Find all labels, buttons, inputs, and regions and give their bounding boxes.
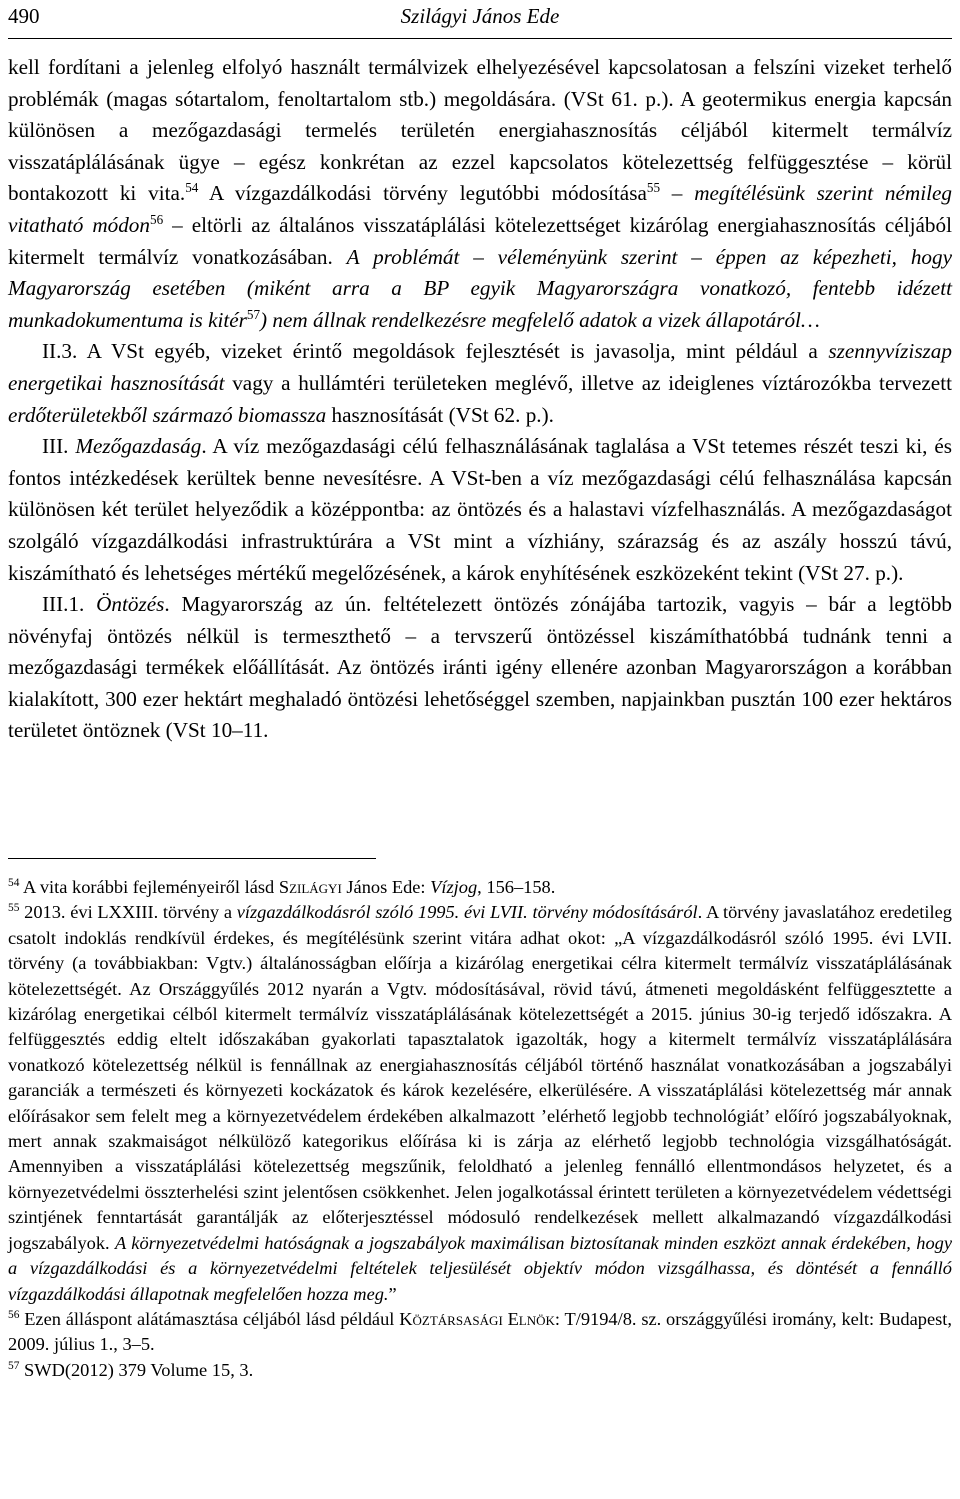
footnote-number: 55 <box>8 902 20 915</box>
text-run: . Magyarország az ún. feltételezett öntözés zónájába tartozik, vagyis – bár a legtöbb növényfaj öntözés nélkül is termeszthető – a tervszerű öntözéssel kiszámíthatóbbá tudnánk tenni a mezőgazdasági termékek előállítását. Az öntözés iránti igény ellenére azonban Magyarországon a korábban kialakított, 300 ezer hektárt meghaladó öntözési lehetőséggel szemben, napjainkban pusztán 100 ezer hektáros területet öntöznek (VSt 10–11. <box>8 592 953 743</box>
footnote-56 <box>8 1307 952 1358</box>
footnote-ref-57[interactable]: 57 <box>246 306 261 322</box>
text-run: hasznosítását (VSt 62. p.). <box>326 402 554 427</box>
text-run: III.1. <box>42 592 97 617</box>
footnote-ref-54[interactable]: 54 <box>185 180 199 196</box>
text-run: : T/9194/8. sz. országgyűlési iromány, kelt: Budapest, 2009. július 1., 3–5. <box>8 1308 952 1355</box>
text-run: , 156–158. <box>477 877 556 897</box>
footnote-number: 57 <box>8 1359 20 1372</box>
paragraph-1 <box>8 52 952 336</box>
paragraph-4 <box>8 589 952 747</box>
italic-run: A problémát – véleményünk szerint – éppen az képezheti, hogy Magyarország esetében (miként arra a BP egyik Magyarországra vonatkozó, fentebb idézett munkadokumentuma is kitér <box>8 244 952 332</box>
footnote-55 <box>8 900 952 1307</box>
author-name: Szilágyi <box>278 877 342 897</box>
text-run: Ezen álláspont alátámasztása céljából lásd például <box>19 1308 400 1329</box>
italic-run: ) nem állnak rendelkezésre megfelelő adatok a vizek állapotáról… <box>260 307 820 332</box>
paragraph-2 <box>8 336 952 431</box>
text-run: – eltörli az általános visszatáplálási kötelezettséget kizárólag energiahasznosítás céljából kitermelt termálvíz vonatkozásában. <box>8 212 952 269</box>
text-run: SWD(2012) 379 Volume 15, 3. <box>19 1359 254 1380</box>
text-run: János Ede: <box>341 877 431 897</box>
footnote-number: 54 <box>8 876 20 889</box>
text-run: . A víz mezőgazdasági célú felhasználásának taglalása a VSt tetemes részét teszi ki, és fontos intézkedések kerültek benne nevesítésre. A VSt-ben a víz mezőgazdasági célú felhasználása kapcsán különösen két terület helyeződik a középpontba: az öntözés és a halastavi vízfelhasználás. A mezőgazdaságot szolgáló vízgazdálkodási infrastruktúrára a VSt mint a vízhiány, szárazság és az aszály hosszú távú, kiszámítható és lehetséges mértékű megelőzésének, a károk enyhítésének eszközeként tekint (VSt 27. p.). <box>8 434 952 585</box>
main-text <box>8 52 952 747</box>
italic-run: A környezetvédelmi hatóságnak a jogszabályok maximálisan biztosítanak minden eszközt annak érdekében, hogy a vízgazdálkodási és a környezetvédelmi feltételek teljesülését objektív módon vizsgálhassa, és döntését a fennálló vízgazdálkodási állapotnak megfelelően hozza meg. <box>8 1232 952 1304</box>
paragraph-3 <box>8 431 952 589</box>
author-name: Köztársasági Elnök <box>399 1308 555 1329</box>
footnote-57 <box>8 1358 952 1383</box>
text-run: ” <box>388 1283 397 1304</box>
text-run: A vízgazdálkodási törvény legutóbbi módosítása <box>198 181 647 206</box>
italic-run: szennyvíziszap energetikai hasznosítását <box>8 339 952 395</box>
italic-run: vízgazdálkodásról szóló 1995. évi LVII. törvény módosításáról <box>236 902 698 923</box>
footnote-ref-55[interactable]: 55 <box>646 180 660 196</box>
text-run: . A törvény javaslatához eredetileg csatolt indoklás rendkívül érdekes, és megítélésünk szerint vitára adhat okot: „A vízgazdálkodásról szóló 1995. évi LVII. törvény (a továbbiakban: Vgtv.) általánosságban előírja a kizárólag energetikai célra kitermelt termálvíz visszatáplálásának kötelezettségét. Az Országgyűlés 2012 nyarán a Vgtv. módosításával, rövid távú, átmeneti megoldásként felfüggesztette a kizárólag energetikai célból kitermelt termálvíz visszatáplálásának kötelezettségét a 2015. június 30-ig terjedő időszakra. A felfüggesztés eddig eltelt időszakában gyakorlati tapasztalatok igazolták, hogy a kitermelt termálvíz visszatáplálására vonatkozó kötelezettség nélkül is fennállnak az energiahasznosítás céljából történő használat vonatkozásában a jogszabályi garanciák a természeti és környezeti kockázatok és károk kezelésére, elkerülésére. A visszatáplálási kötelezettség már annak előírásakor sem felelt meg a környezetvédelem érdekében alkalmazott ’elérhető legjobb technológiát’ előíró jogszabályoknak, mert annak szakmaiságot nélkülöző kategorikus előírása ki is zárja az elérhető legjobb technológia vizsgálhatóságát. Amennyiben a visszatáplálási kötelezettség megszűnik, feloldható a jelenleg fennálló ellentmondásos helyzetet, és a környezetvédelmi összterhelési szint jelentősen csökkenhet. Jelen jogalkotással érintett területen a környezetvédelem védettségi szintjének fenntartását garantálják az előterjesztéssel módosuló rendelkezések mellett alkalmazandó vízgazdálkodási jogszabályok. <box>8 902 952 1253</box>
italic-run: Öntözés <box>96 592 165 617</box>
page-number: 490 <box>8 4 40 28</box>
italic-run: Mezőgazdaság <box>75 434 202 459</box>
footnote-separator <box>8 858 376 859</box>
footnotes <box>8 875 952 1383</box>
text-run: 2013. évi LXXIII. törvény a <box>19 902 237 923</box>
text-run: A vita korábbi fejleményeiről lásd <box>19 877 279 897</box>
footnote-54 <box>8 875 952 900</box>
text-run: II.3. A VSt egyéb, vizeket érintő megoldások fejlesztését is javasolja, mint például a <box>42 339 829 364</box>
italic-run: – megítélésünk szerint némileg vitatható módon <box>8 181 952 237</box>
running-title: Szilágyi János Ede <box>400 4 560 28</box>
footnote-number: 56 <box>8 1308 20 1321</box>
text-run: vagy a hullámtéri területeken meglévő, illetve az ideiglenes víztározókba tervezett <box>224 370 952 395</box>
italic-run: erdőterületekből származó biomassza <box>8 402 327 427</box>
page-header <box>8 0 952 39</box>
text-run: III. <box>42 434 76 459</box>
italic-run: Vízjog <box>430 877 478 897</box>
text-run: kell fordítani a jelenleg elfolyó használt termálvizek elhelyezésével kapcsolatosan a felszíni vizeket terhelő problémák (magas sótartalom, fenoltartalom stb.) megoldására. (VSt 61. p.). A geotermikus energia kapcsán különösen a mezőgazdasági termelés területén energiahasznosítás céljából kitermelt termálvíz visszatáplálásának ügye – egész konkrétan az ezzel kapcsolatos kötelezettség felfüggesztése – körül bontakozott ki vita. <box>8 55 952 206</box>
footnote-ref-56[interactable]: 56 <box>150 211 164 227</box>
